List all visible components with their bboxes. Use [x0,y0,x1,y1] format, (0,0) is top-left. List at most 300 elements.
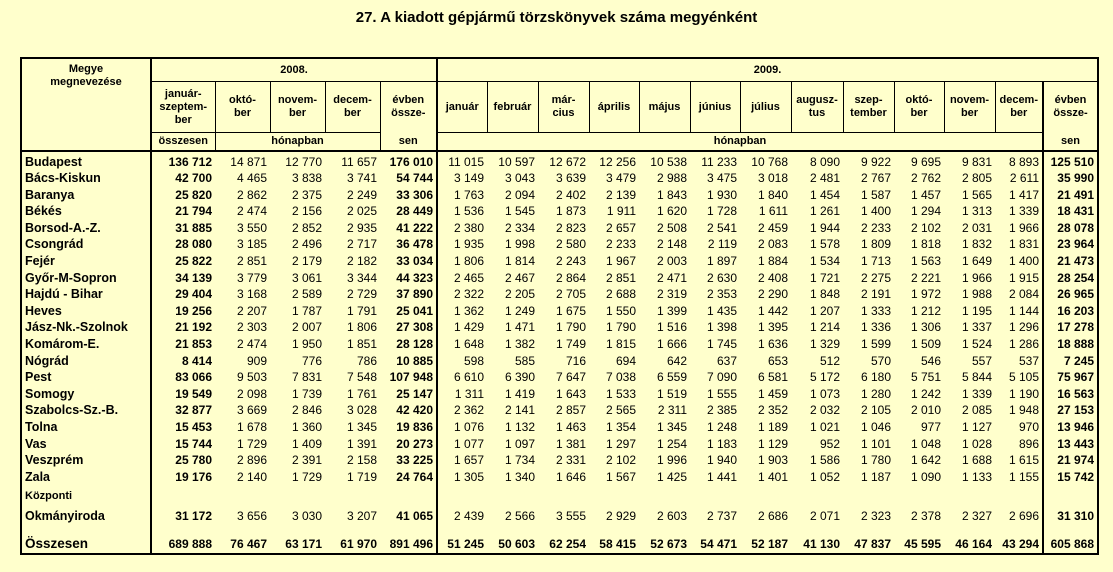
table-cell: 5 751 [910,370,941,385]
month-header-2008 [270,82,325,133]
header-text: novem- [949,94,990,106]
total-cell: 41 130 [791,535,843,554]
table-cell: 776 [301,353,322,368]
table-cell: 2 717 [346,237,377,252]
table-cell: 2 864 [555,270,586,285]
month-header-2009 [995,82,1043,133]
table-cell: 21 853 [175,337,212,352]
table-cell: 2 071 [809,509,840,524]
table-cell: 6 610 [453,370,484,385]
table-cell: 1 721 [809,270,840,285]
table-cell: 2 686 [757,509,788,524]
evben-2009-header [1043,82,1098,133]
header-text: április [597,100,631,113]
table-cell: 2 179 [291,254,322,269]
table-cell: 1 648 [453,337,484,352]
table-cell: 1 409 [291,436,322,451]
county-name: Szabolcs-Sz.-B. [21,402,151,419]
table-cell: 14 871 [230,154,267,169]
table-cell: 2 467 [504,270,535,285]
header-text: ber [288,107,307,119]
table-cell: 896 [1018,436,1039,451]
county-name: Jász-Nk.-Szolnok [21,319,151,336]
table-cell: 3 669 [236,403,267,418]
table-cell: 2 474 [236,204,267,219]
table-cell: 1 615 [1008,453,1039,468]
table-cell: 17 278 [1043,319,1098,336]
page-title: 27. A kiadott gépjármű törzskönyvek száma megyénként [355,9,758,26]
spacer-cell [944,526,995,535]
spacer-cell [437,526,487,535]
table-cell: 2 935 [346,220,377,235]
table-cell: 41 065 [380,485,437,526]
county-name: Somogy [21,386,151,403]
table-cell: 31 310 [1043,485,1098,526]
county-name: Borsod-A.-Z. [21,220,151,237]
table-cell: 1 966 [961,270,992,285]
table-cell: 952 [819,436,840,451]
honapban-2009: hónapban [437,133,1043,151]
table-cell: 1 567 [605,469,636,484]
table-cell: 1 516 [656,320,687,335]
header-text: tember [850,107,887,119]
spacer-cell [894,526,944,535]
table-cell: 1 306 [910,320,941,335]
honapban-2008: hónapban [215,133,380,151]
table-cell: 1 550 [605,303,636,318]
table-cell: 2 249 [346,187,377,202]
data-table [20,57,1099,555]
table-cell: 1 127 [961,420,992,434]
table-row [21,319,1098,336]
table-cell: 1 636 [757,337,788,352]
table-row [21,203,1098,220]
table-cell: 1 133 [961,469,992,484]
sen-2008: sen [380,133,437,151]
table-cell: 3 475 [706,171,737,186]
table-cell: 2 729 [346,287,377,302]
table-cell: 1 646 [555,469,586,484]
table-cell: 1 442 [757,303,788,318]
table-cell: 1 248 [706,420,737,434]
table-cell: 3 741 [346,171,377,186]
table-cell: 1 688 [961,453,992,468]
table-cell: 13 946 [1043,419,1098,436]
table-cell: 8 414 [181,353,212,368]
table-cell: 2 094 [504,187,535,202]
table-cell: 33 306 [380,187,437,204]
table-cell: 2 007 [291,320,322,335]
table-row [21,336,1098,353]
header-text: évben [1054,94,1087,107]
table-cell: 1 077 [453,436,484,451]
total-row [21,535,1098,554]
table-cell: 2 084 [1008,287,1039,302]
table-cell: 21 192 [175,320,212,335]
table-cell: 1 519 [656,386,687,401]
table-row [21,369,1098,386]
table-row [21,170,1098,187]
total-cell: 76 467 [215,535,270,554]
table-cell: 6 581 [757,370,788,385]
table-cell: 2 851 [236,254,267,269]
table-cell: 2 846 [291,403,322,418]
table-cell: 557 [971,353,992,368]
table-cell: 28 128 [380,336,437,353]
table-cell: 1 155 [1008,469,1039,484]
table-row [21,436,1098,453]
table-cell: 25 041 [380,303,437,320]
table-cell: 1 729 [291,469,322,484]
table-cell: 7 038 [605,370,636,385]
table-cell: 16 563 [1043,386,1098,403]
table-cell: 1 940 [706,453,737,468]
table-cell: 2 105 [860,403,891,418]
table-cell: 2 003 [656,254,687,269]
table-cell: 3 639 [555,171,586,186]
table-cell: 537 [1018,353,1039,368]
table-cell: 1 791 [346,303,377,318]
header-text: októ- [229,94,256,106]
table-cell: 2 737 [706,509,737,524]
table-cell: 3 344 [346,270,377,285]
table-cell: 1 212 [910,303,941,318]
table-cell: 2 311 [657,403,687,418]
table-cell: 1 728 [706,204,737,219]
table-cell: 2 025 [346,204,377,219]
county-name: Zala [21,469,151,486]
table-cell: 1 739 [291,386,322,401]
table-cell: 2 205 [504,287,535,302]
year-2009-header: 2009. [437,58,1098,82]
table-cell: 18 431 [1043,203,1098,220]
table-cell: 12 770 [285,154,322,169]
table-cell: 27 153 [1043,402,1098,419]
month-header-2009 [944,82,995,133]
table-cell: 1 998 [504,237,535,252]
table-cell: 21 473 [1043,253,1098,270]
table-cell: 1 818 [910,237,941,252]
spacer-cell [270,526,325,535]
table-cell: 33 225 [380,452,437,469]
table-cell: 1 249 [504,303,535,318]
table-cell: 1 345 [656,420,687,434]
table-cell: 2 611 [1009,171,1039,186]
table-cell: 18 888 [1043,336,1098,353]
total-label: Összesen [21,535,151,554]
table-cell: 585 [514,353,535,368]
table-cell: 2 767 [860,171,891,186]
county-name: Komárom-E. [21,336,151,353]
table-cell: 15 744 [175,436,212,451]
month-header-2008 [325,82,380,133]
table-cell: 1 362 [453,303,484,318]
table-cell: 1 524 [961,337,992,352]
table-cell: 2 474 [236,337,267,352]
header-text: január [445,100,479,113]
table-cell: 1 382 [504,337,535,352]
table-cell: 1 028 [961,436,992,451]
table-cell: 2 580 [555,237,586,252]
table-cell: 1 187 [860,469,891,484]
table-cell: 15 453 [175,420,212,434]
table-cell: 28 254 [1043,270,1098,287]
table-cell: 2 327 [961,509,992,524]
table-row [21,187,1098,204]
table-cell: 10 885 [380,353,437,370]
table-cell: 20 273 [380,436,437,453]
table-cell: 909 [246,353,267,368]
megnevezese-label: megnevezése [50,76,122,88]
table-cell: 2 319 [656,287,687,302]
table-cell: 33 034 [380,253,437,270]
table-cell: 1 586 [809,453,840,468]
table-cell: 2 148 [656,237,687,252]
table-cell: 19 836 [380,419,437,436]
table-cell: 54 744 [380,170,437,187]
spacer-cell [21,526,151,535]
total-cell: 46 164 [944,535,995,554]
table-cell: 1 144 [1008,303,1039,318]
table-cell: 1 459 [757,386,788,401]
table-cell: 12 672 [549,154,586,169]
table-cell: 2 156 [291,204,322,219]
table-cell: 1 132 [504,420,535,434]
table-cell: 6 559 [656,370,687,385]
table-cell: 176 010 [380,151,437,171]
table-cell: 2 102 [910,220,941,235]
table-cell: 3 061 [291,270,322,285]
spacer-cell [325,526,380,535]
table-cell: 83 066 [175,370,212,385]
table-cell: 12 256 [599,154,636,169]
table-cell: 1 643 [555,386,586,401]
table-cell: 1 207 [809,303,840,318]
table-cell: 694 [615,353,636,368]
table-cell: 2 862 [236,187,267,202]
table-cell: 9 922 [860,154,891,169]
table-cell: 2 375 [291,187,322,202]
table-cell: 28 449 [380,203,437,220]
table-cell: 2 566 [504,509,535,524]
spacer-cell [215,526,270,535]
table-cell: 7 548 [346,370,377,385]
table-cell: 11 657 [341,154,377,169]
table-row [21,253,1098,270]
table-cell: 1 311 [454,386,484,401]
table-cell: 136 712 [168,154,212,169]
table-cell: 21 491 [1043,187,1098,204]
table-cell: 1 400 [860,204,891,219]
table-cell: 25 780 [175,453,212,468]
table-cell: 31 885 [175,220,212,235]
table-cell: 1 666 [656,337,687,352]
table-cell: 2 465 [453,270,484,285]
table-cell: 2 630 [706,270,737,285]
table-cell: 1 578 [809,237,840,252]
table-cell: 642 [666,353,687,368]
header-text: ber [1010,107,1028,119]
table-cell: 1 599 [860,337,891,352]
county-name: Baranya [21,187,151,204]
table-cell: 125 510 [1043,151,1098,171]
total-cell: 54 471 [690,535,740,554]
table-cell: 3 555 [555,509,586,524]
table-cell: 977 [920,420,941,434]
table-cell: 2 233 [860,220,891,235]
table-cell: 2 565 [605,403,636,418]
table-cell: 1 832 [961,237,992,252]
month-header-2009 [639,82,690,133]
table-cell: 1 536 [453,204,484,219]
table-cell: 1 046 [860,420,891,434]
table-cell: 1 297 [605,436,636,451]
table-cell: 2 031 [961,220,992,235]
table-cell: 2 362 [453,403,484,418]
table-cell: 11 015 [448,154,484,169]
total-cell: 47 837 [843,535,894,554]
table-cell: 1 254 [656,436,687,451]
table-cell: 3 149 [453,171,484,186]
table-cell: 1 345 [346,420,377,434]
spacer-cell [487,526,538,535]
table-row [21,236,1098,253]
kozponti-label-1: Központi [25,490,73,503]
table-cell: 7 647 [555,370,586,385]
table-cell: 2 158 [346,453,377,468]
table-cell: 1 354 [605,420,636,434]
table-cell: 3 656 [236,509,267,524]
table-cell: 2 688 [605,287,636,302]
table-cell: 6 180 [860,370,891,385]
table-cell: 5 105 [1008,370,1039,385]
table-cell: 1 563 [910,254,941,269]
county-name: Bács-Kiskun [21,170,151,187]
table-cell: 546 [920,353,941,368]
table-cell: 1 021 [809,420,840,434]
table-cell: 1 097 [504,436,535,451]
table-cell: 2 243 [555,254,586,269]
table-cell: 1 620 [656,204,687,219]
table-cell: 2 852 [291,220,322,235]
table-cell: 1 729 [236,436,267,451]
spacer-cell [791,526,843,535]
header-text: már- [551,94,576,106]
table-cell: 26 965 [1043,286,1098,303]
table-cell: 3 185 [236,237,267,252]
table-row [21,386,1098,403]
table-cell: 2 182 [346,254,377,269]
table-cell: 1 713 [860,254,891,269]
table-cell: 2 705 [555,287,586,302]
table-cell: 42 700 [175,171,212,186]
table-cell: 1 048 [910,436,941,451]
table-cell: 2 098 [236,386,267,401]
table-cell: 1 339 [1008,204,1039,219]
header-text: évben [392,94,425,107]
table-cell: 25 147 [380,386,437,403]
table-cell: 34 139 [175,270,212,285]
table-cell: 1 831 [1008,237,1039,252]
table-row [21,485,1098,526]
table-cell: 2 823 [555,220,586,235]
county-name: Veszprém [21,452,151,469]
table-cell: 2 762 [910,171,941,186]
table-cell: 9 831 [961,154,992,169]
table-cell: 1 814 [504,254,535,269]
header-text: ber [174,113,192,126]
table-cell: 1 401 [757,469,788,484]
table-cell: 1 052 [809,469,840,484]
table-cell: 1 280 [860,386,891,401]
month-header-2008 [215,82,270,133]
table-cell: 1 915 [1008,270,1039,285]
table-cell: 1 935 [453,237,484,252]
table-cell: 2 439 [453,509,484,524]
table-cell: 2 353 [706,287,737,302]
table-cell: 1 809 [860,237,891,252]
table-cell: 2 207 [236,303,267,318]
header-text: decem- [999,94,1039,106]
month-header-2009 [740,82,791,133]
county-name: Tolna [21,419,151,436]
table-cell: 1 806 [453,254,484,269]
total-cell: 605 868 [1043,535,1098,554]
jan-sep-header [151,82,215,133]
table-cell: 19 256 [175,303,212,318]
month-header-2009 [690,82,740,133]
year-2008-header: 2008. [151,58,437,82]
table-cell: 1 897 [706,254,737,269]
table-cell: 2 385 [706,403,737,418]
table-cell: 2 221 [910,270,941,285]
table-cell: 1 972 [910,287,941,302]
table-cell: 1 749 [555,337,586,352]
table-row [21,469,1098,486]
table-cell: 28 078 [1043,220,1098,237]
month-header-2009 [843,82,894,133]
table-cell: 1 996 [656,453,687,468]
table-cell: 1 337 [961,320,992,335]
table-cell: 2 541 [706,220,737,235]
spacer-cell [380,526,437,535]
table-row [21,151,1098,171]
table-cell: 1 848 [809,287,840,302]
table-cell: 653 [767,353,788,368]
table-cell: 970 [1018,420,1039,434]
table-cell: 23 964 [1043,236,1098,253]
table-cell: 1 884 [757,254,788,269]
table-cell: 6 390 [504,370,535,385]
table-cell: 1 294 [910,204,941,219]
spacer-cell [639,526,690,535]
table-cell: 1 930 [706,187,737,202]
table-cell: 1 457 [910,187,941,202]
table-cell: 1 417 [1008,187,1039,202]
county-name: Heves [21,303,151,320]
table-cell: 1 183 [706,436,737,451]
table-cell: 2 139 [605,187,636,202]
header-text: február [493,100,532,113]
table-cell: 1 129 [757,436,788,451]
table-cell: 1 967 [605,254,636,269]
table-cell: 1 190 [1008,386,1039,401]
county-name: Hajdú - Bihar [21,286,151,303]
total-cell: 50 603 [487,535,538,554]
table-cell: 1 076 [453,420,484,434]
table-cell: 3 028 [346,403,377,418]
total-cell: 43 294 [995,535,1043,554]
